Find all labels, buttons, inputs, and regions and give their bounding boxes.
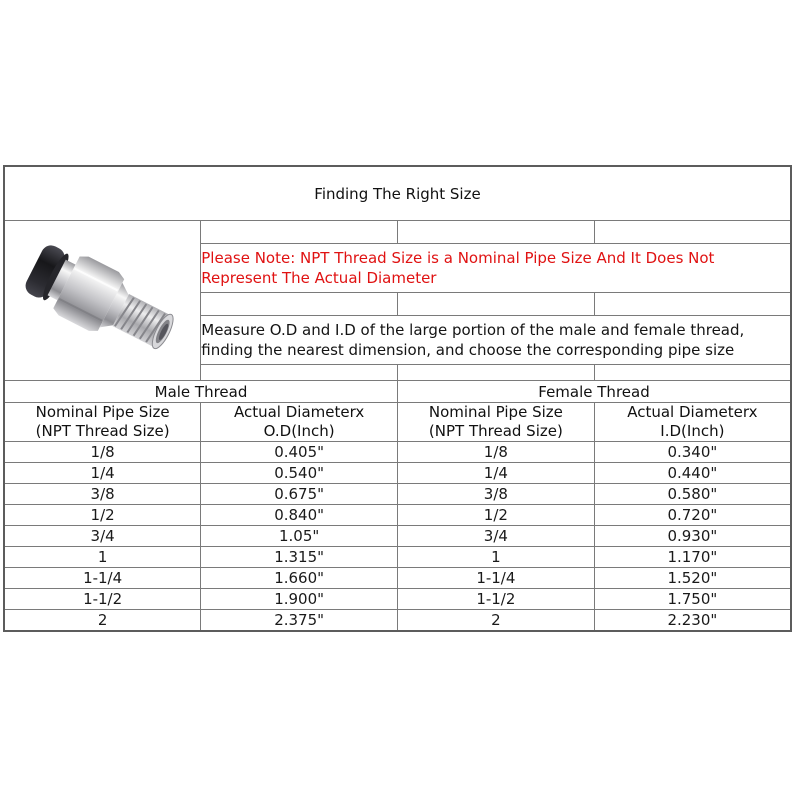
male-nominal-size: 1: [4, 547, 201, 568]
table-row: [4, 547, 791, 568]
spacer-cell: [594, 293, 791, 316]
column-header-line2: I.D(Inch): [660, 422, 725, 440]
male-nominal-size: 1-1/2: [4, 589, 201, 610]
female-nominal-size: 3/4: [398, 526, 595, 547]
spacer-cell: [398, 293, 595, 316]
column-header-line2: (NPT Thread Size): [35, 422, 170, 440]
male-actual-od: 2.375": [201, 610, 398, 632]
page-title: Finding The Right Size: [4, 166, 791, 221]
spacer-cell: [201, 365, 398, 381]
column-header-line2: O.D(Inch): [263, 422, 335, 440]
female-nominal-size: 2: [398, 610, 595, 632]
male-nominal-size: 3/4: [4, 526, 201, 547]
female-actual-id: 1.750": [594, 589, 791, 610]
column-header-line1: Nominal Pipe Size: [428, 403, 563, 421]
table-row: [4, 484, 791, 505]
female-nominal-size: 1-1/4: [398, 568, 595, 589]
female-thread-group-header: Female Thread: [398, 381, 792, 403]
spacer-cell: [594, 221, 791, 244]
column-header-line1: Actual Diameterx: [627, 403, 758, 421]
female-actual-id: 1.170": [594, 547, 791, 568]
measure-instruction-note: Measure O.D and I.D of the large portion of the male and female thread, finding the nearest dimension, and choose the corresponding pipe size: [201, 316, 791, 365]
table-row: [4, 589, 791, 610]
spacer-cell: [594, 365, 791, 381]
spacer-cell: [201, 293, 398, 316]
pneumatic-fitting-photo: [8, 227, 198, 375]
male-actual-od: 1.900": [201, 589, 398, 610]
male-nominal-size: 1/4: [4, 463, 201, 484]
male-actual-od: 0.405": [201, 442, 398, 463]
group-header-row: [4, 381, 791, 403]
female-nominal-size: 1/8: [398, 442, 595, 463]
column-header-line1: Actual Diameterx: [233, 403, 365, 421]
spacer-row: [4, 221, 791, 244]
female-actual-id: 0.720": [594, 505, 791, 526]
table-row: [4, 442, 791, 463]
female-actual-id: 1.520": [594, 568, 791, 589]
product-photo-cell: [4, 221, 201, 381]
column-header-line2: (NPT Thread Size): [428, 422, 563, 440]
spacer-cell: [398, 221, 595, 244]
table-row: [4, 568, 791, 589]
female-nominal-size: 1: [398, 547, 595, 568]
female-actual-id: 0.930": [594, 526, 791, 547]
male-actual-od: 0.675": [201, 484, 398, 505]
size-guide-sheet: [3, 165, 792, 632]
female-actual-id: 2.230": [594, 610, 791, 632]
male-nominal-size: 3/8: [4, 484, 201, 505]
table-row: [4, 463, 791, 484]
size-guide-table: [3, 165, 792, 632]
female-actual-id: 0.440": [594, 463, 791, 484]
table-row: [4, 610, 791, 632]
male-actual-od: 0.540": [201, 463, 398, 484]
male-nominal-size: 1-1/4: [4, 568, 201, 589]
male-actual-od: 1.660": [201, 568, 398, 589]
male-actual-od: 1.05": [201, 526, 398, 547]
female-actual-id: 0.580": [594, 484, 791, 505]
female-nominal-size: 3/8: [398, 484, 595, 505]
male-thread-group-header: Male Thread: [4, 381, 398, 403]
male-actual-od: 0.840": [201, 505, 398, 526]
male-nominal-size: 1/2: [4, 505, 201, 526]
spacer-cell: [201, 221, 398, 244]
table-row: [4, 526, 791, 547]
male-nominal-size: 2: [4, 610, 201, 632]
column-header-female-id: [594, 403, 791, 442]
table-row: [4, 505, 791, 526]
column-header-male-od: [201, 403, 398, 442]
female-nominal-size: 1/4: [398, 463, 595, 484]
female-nominal-size: 1-1/2: [398, 589, 595, 610]
column-header-female-nominal: [398, 403, 595, 442]
male-actual-od: 1.315": [201, 547, 398, 568]
spacer-cell: [398, 365, 595, 381]
female-nominal-size: 1/2: [398, 505, 595, 526]
title-row: [4, 166, 791, 221]
male-nominal-size: 1/8: [4, 442, 201, 463]
column-header-male-nominal: [4, 403, 201, 442]
column-header-row: [4, 403, 791, 442]
npt-warning-note: Please Note: NPT Thread Size is a Nominal Pipe Size And It Does Not Represent The Actual Diameter: [201, 244, 791, 293]
column-header-line1: Nominal Pipe Size: [35, 403, 170, 421]
female-actual-id: 0.340": [594, 442, 791, 463]
